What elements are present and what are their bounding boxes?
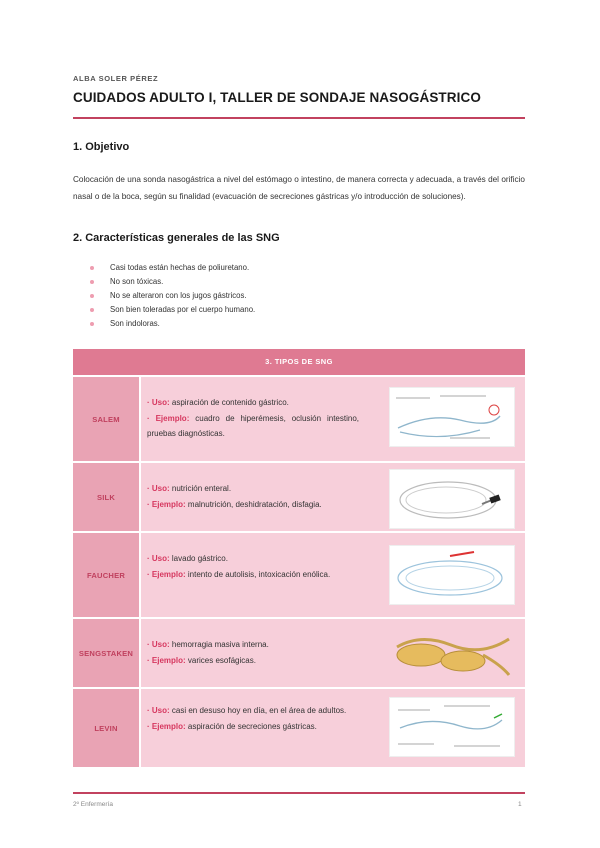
table-row [73, 687, 525, 767]
row-description [147, 619, 359, 668]
list-item-text: Son bien toleradas por el cuerpo humano. [110, 305, 256, 314]
example-text: malnutrición, deshidratación, disfagia. [187, 499, 322, 509]
list-item-text: Son indoloras. [110, 319, 160, 328]
use-line: · Uso: hemorragia masiva interna. [147, 640, 269, 649]
document-title: CUIDADOS ADULTO I, TALLER DE SONDAJE NASOGÁSTRICO [73, 90, 481, 105]
silk-tube-image [389, 469, 515, 529]
use-text: nutrición enteral. [171, 484, 232, 493]
example-line: · Ejemplo: varices esofágicas. [147, 655, 256, 665]
row-name-silk: SILK [73, 463, 139, 531]
page-number: 1 [518, 801, 522, 808]
example-label: Ejemplo: [151, 499, 186, 509]
sengstaken-balloon-image [391, 625, 515, 683]
row-content [141, 619, 525, 687]
list-item [90, 303, 255, 317]
use-label: Uso: [151, 398, 170, 407]
example-label: Ejemplo: [155, 413, 190, 423]
row-description [147, 689, 359, 734]
row-content [141, 533, 525, 617]
characteristics-list [90, 261, 255, 331]
section-heading-objetivo: 1. Objetivo [73, 141, 130, 153]
list-item-text: Casi todas están hechas de poliuretano. [110, 263, 250, 272]
example-line: · Ejemplo: intento de autolisis, intoxicación enólica. [147, 569, 331, 579]
row-description [147, 533, 359, 582]
faucher-tube-image [389, 545, 515, 605]
footer-divider [73, 792, 525, 794]
table-row [73, 617, 525, 687]
list-item-text: No se alteraron con los jugos gástricos. [110, 291, 247, 300]
row-name-sengstaken: SENGSTAKEN [73, 619, 139, 687]
example-label: Ejemplo: [151, 569, 186, 579]
use-text: casi en desuso hoy en día, en el área de adultos. [171, 706, 347, 715]
title-divider [73, 117, 525, 119]
row-name-levin: LEVIN [73, 689, 139, 767]
table-row [73, 375, 525, 461]
row-name-faucher: FAUCHER [73, 533, 139, 617]
example-text: aspiración de secreciones gástricas. [187, 721, 317, 731]
row-description [147, 463, 359, 512]
section-heading-caracteristicas: 2. Características generales de las SNG [73, 232, 280, 244]
table-header: 3. TIPOS DE SNG [73, 349, 525, 375]
example-line: · Ejemplo: aspiración de secreciones gástricas. [147, 721, 317, 731]
use-label: Uso: [151, 554, 170, 563]
bullet-icon [90, 308, 94, 312]
use-line: · Uso: casi en desuso hoy en día, en el área de adultos. [147, 706, 347, 715]
list-item [90, 275, 255, 289]
row-description [147, 377, 359, 442]
row-content [141, 377, 525, 461]
use-label: Uso: [151, 484, 170, 493]
use-text: aspiración de contenido gástrico. [171, 398, 289, 407]
levin-tube-image [389, 697, 515, 757]
example-line: · Ejemplo: cuadro de hiperémesis, oclusión intestino, pruebas diagnósticas. [147, 413, 359, 438]
row-content [141, 689, 525, 767]
row-content [141, 463, 525, 531]
bullet-icon [90, 266, 94, 270]
objective-paragraph: Colocación de una sonda nasogástrica a nivel del estómago o intestino, de manera correcta y adecuada, a través del orificio nasal o de la boca, según su finalidad (evacuación de secreciones gástricas y/o introducción de soluciones). [73, 175, 525, 201]
example-text: cuadro de hiperémesis, oclusión intestino, pruebas diagnósticas. [147, 413, 359, 438]
bullet-icon [90, 294, 94, 298]
use-text: hemorragia masiva interna. [171, 640, 269, 649]
author-name: ALBA SOLER PÉREZ [73, 74, 159, 83]
use-line: · Uso: aspiración de contenido gástrico. [147, 398, 289, 407]
sng-types-table [73, 349, 525, 767]
use-line: · Uso: nutrición enteral. [147, 484, 232, 493]
row-name-salem: SALEM [73, 377, 139, 461]
salem-tube-image [389, 387, 515, 447]
table-row [73, 531, 525, 617]
list-item [90, 261, 255, 275]
use-label: Uso: [151, 640, 170, 649]
example-label: Ejemplo: [151, 655, 186, 665]
example-line: · Ejemplo: malnutrición, deshidratación, disfagia. [147, 499, 322, 509]
list-item-text: No son tóxicas. [110, 277, 164, 286]
list-item [90, 289, 255, 303]
use-label: Uso: [151, 706, 170, 715]
bullet-icon [90, 322, 94, 326]
footer-course: 2º Enfermería [73, 801, 113, 808]
use-line: · Uso: lavado gástrico. [147, 554, 228, 563]
use-text: lavado gástrico. [171, 554, 228, 563]
list-item [90, 317, 255, 331]
example-label: Ejemplo: [151, 721, 186, 731]
example-text: varices esofágicas. [187, 655, 256, 665]
table-row [73, 461, 525, 531]
example-text: intento de autolisis, intoxicación enólica. [187, 569, 331, 579]
bullet-icon [90, 280, 94, 284]
